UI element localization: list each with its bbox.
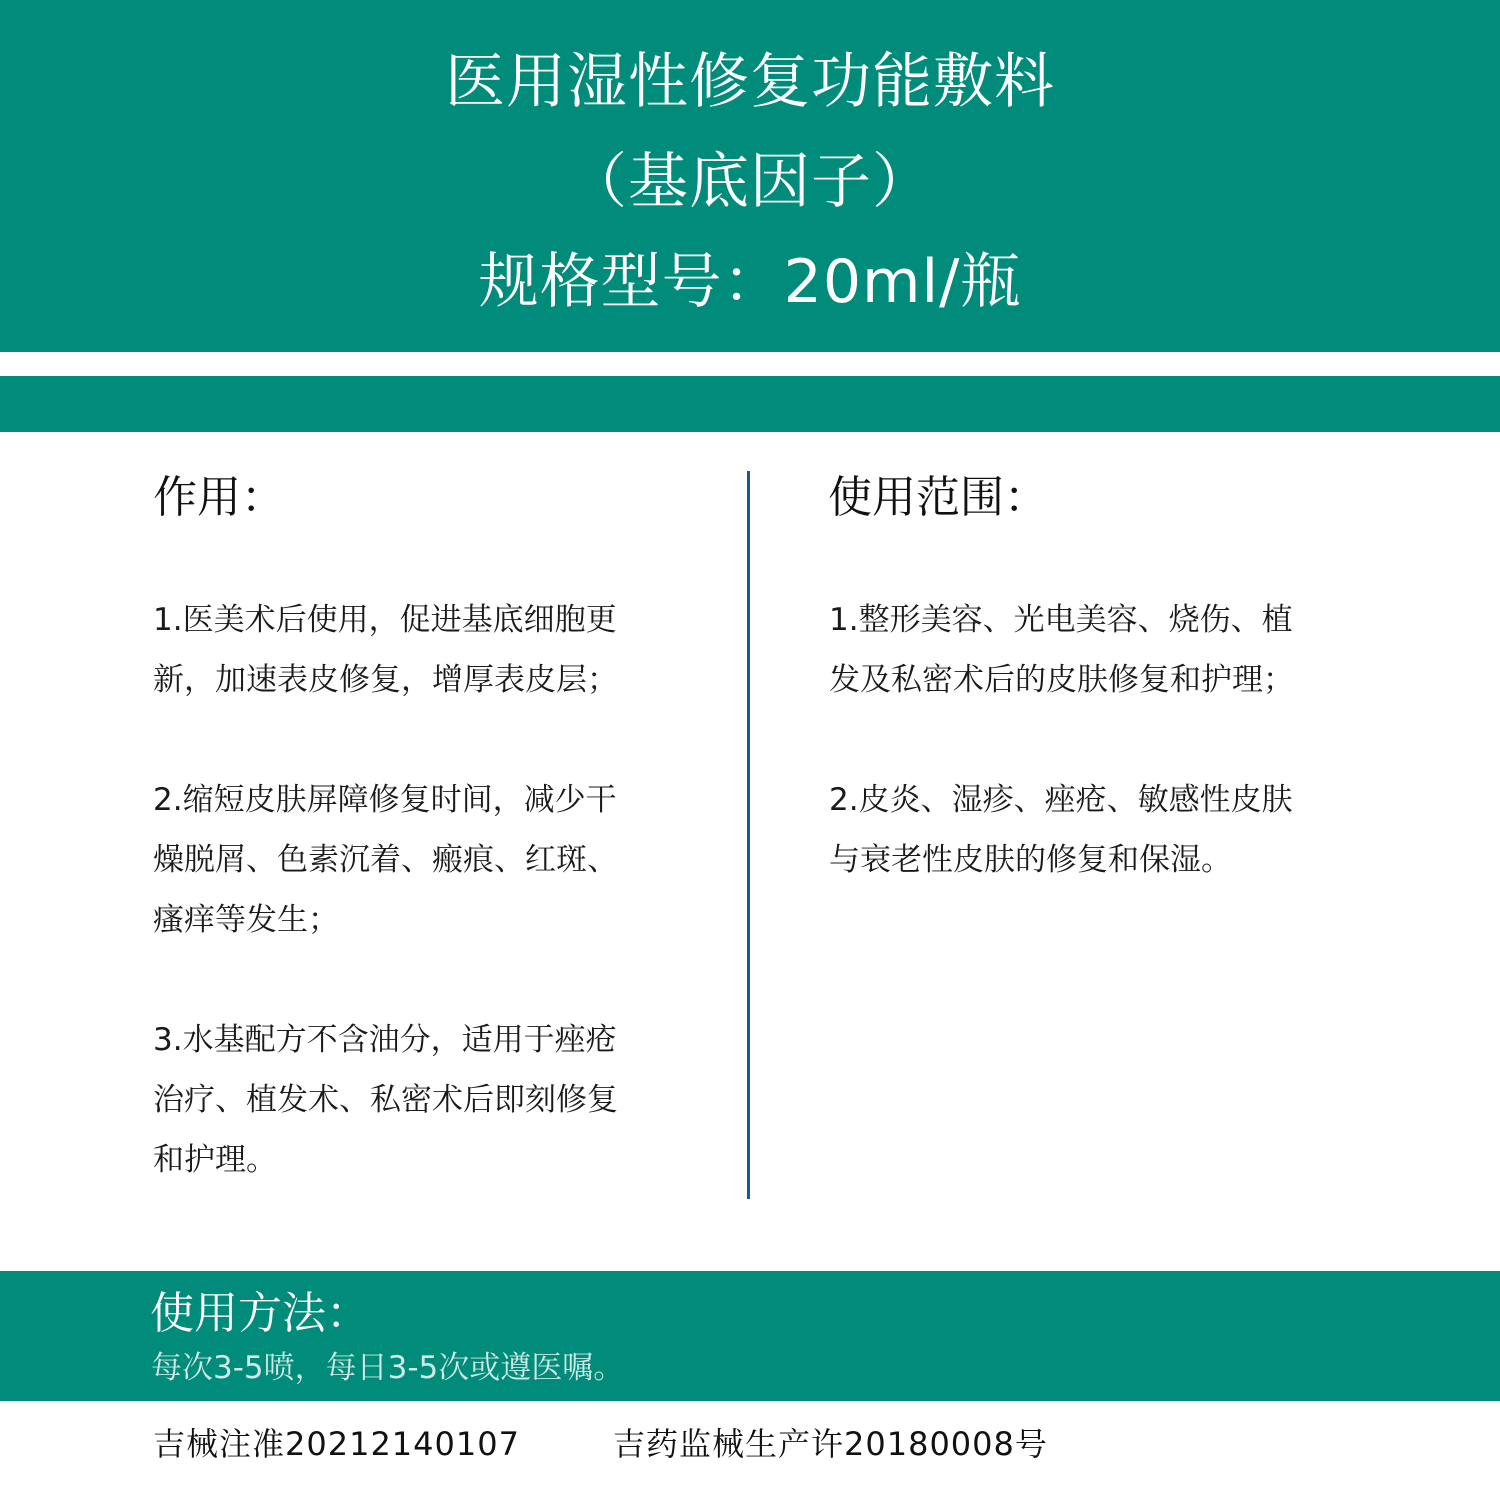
usage-heading: 使用方法： <box>150 1288 370 1339</box>
header-banner <box>0 0 1500 352</box>
usage-text: 每次3-5喷，每日3-5次或遵医嘱。 <box>151 1350 625 1386</box>
decorative-band <box>0 376 1500 432</box>
effects-item: 1.医美术后使用，促进基底细胞更 新，加速表皮修复，增厚表皮层； <box>153 602 618 698</box>
registration-number: 吉械注准20212140107 <box>153 1425 520 1463</box>
effects-list <box>153 530 693 1250</box>
scope-heading: 使用范围： <box>828 472 1048 523</box>
column-divider <box>747 471 750 1199</box>
effects-heading: 作用： <box>153 472 285 523</box>
effects-item: 3.水基配方不含油分，适用于痤疮 治疗、植发术、私密术后即刻修复 和护理。 <box>153 1022 618 1178</box>
product-subtitle: （基底因子） <box>567 147 933 217</box>
scope-list <box>829 530 1369 950</box>
effects-item: 2.缩短皮肤屏障修复时间，减少干 燥脱屑、色素沉着、瘢痕、红斑、 瘙痒等发生； <box>153 782 618 938</box>
scope-item: 2.皮炎、湿疹、痤疮、敏感性皮肤 与衰老性皮肤的修复和保湿。 <box>829 782 1293 878</box>
production-license: 吉药监械生产许20180008号 <box>613 1425 1048 1463</box>
scope-item: 1.整形美容、光电美容、烧伤、植 发及私密术后的皮肤修复和护理； <box>829 602 1294 698</box>
product-spec: 规格型号：20ml/瓶 <box>478 247 1022 317</box>
product-title: 医用湿性修复功能敷料 <box>445 47 1055 117</box>
